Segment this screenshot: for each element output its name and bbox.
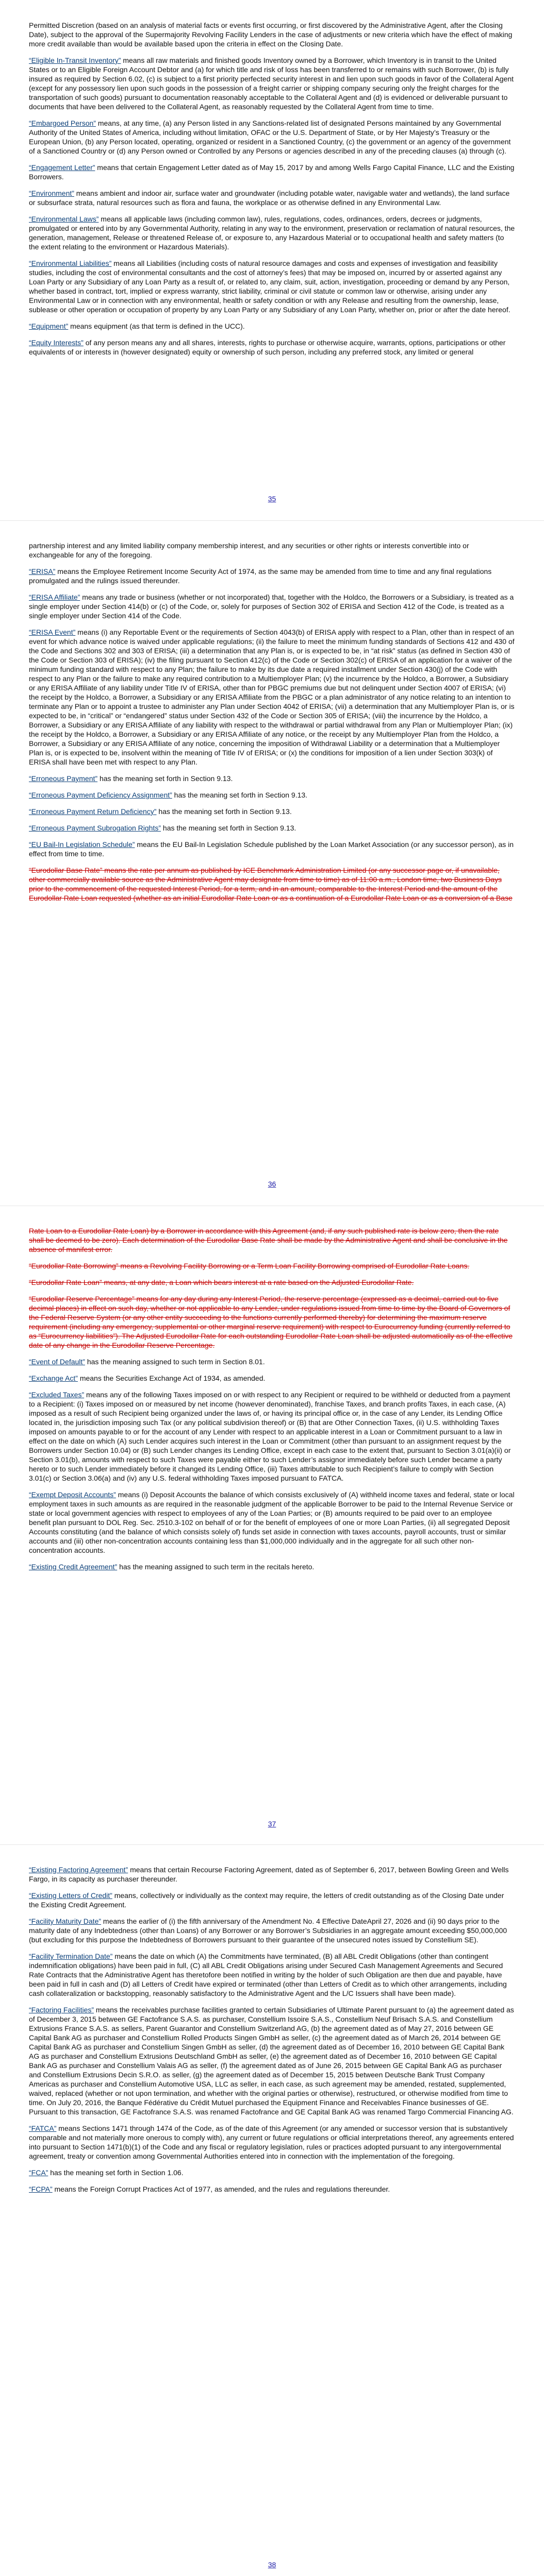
definition-text: Rate Loan to a Eurodollar Rate Loan) by a Borrower in accordance with this Agreement (and, if any such published rate is below zero, then the rate shall be deemed to be zero). Each determination of the Eurodollar Base Rate shall be made by the Administrative Agent and shall be conclusive in the absence of manifest error. <box>29 1227 508 1253</box>
page-38-body <box>29 1865 515 2201</box>
defined-term: “Eurodollar Rate Borrowing” <box>29 1262 119 1270</box>
defined-term: “Erroneous Payment Deficiency Assignment” <box>29 791 172 799</box>
definition-text: means, collectively or individually as the context may require, the letters of credit outstanding as of the Closing Date under the Existing Credit Agreement. <box>29 1891 504 1909</box>
definition-text: means any trade or business (whether or not incorporated) that, together with the Holdco, the Borrowers or a Subsidiary, is treated as a single employer under Section 414(b) or (c) of the Code, or, solely for purposes of Section 302 of ERISA and Section 412 of the Code, is treated as a single employer under Section 414 of the Code. <box>29 593 514 620</box>
definition-paragraph <box>29 1390 515 1483</box>
definition-paragraph <box>29 1357 515 1366</box>
defined-term: “FCA” <box>29 2168 48 2177</box>
definition-paragraph <box>29 259 515 314</box>
definition-text: has the meaning assigned to such term in the recitals hereto. <box>117 1563 315 1571</box>
defined-term: “ERISA Affiliate” <box>29 593 80 601</box>
defined-term: “Existing Credit Agreement” <box>29 1563 118 1571</box>
definition-text: means all raw materials and finished goods Inventory owned by a Borrower, which Inventory is in transit to the United States or to an Eligible Foreign Account Debtor and (a) for which title and risk of loss has been transferred to or remains with such Borrower, (b) is fully insured as required by Section 6.02, (c) is subject to a first priority perfected security interest in and lien upon such goods in favor of the Collateral Agent (except for any possessory lien upon such goods in the possession of a freight carrier or shipping company securing only the freight charges for the transportation of such goods) pursuant to documentation reasonably acceptable to the Collateral Agent and (d) is evidenced or deliverable pursuant to documents that have been delivered to the Collateral Agent, as reasonably requested by the Collateral Agent from time to time. <box>29 56 514 111</box>
page-separator <box>0 520 544 521</box>
defined-term: “Erroneous Payment” <box>29 774 98 783</box>
definition-paragraph <box>29 823 515 833</box>
definition-text: means a Revolving Facility Borrowing or a Term Loan Facility Borrowing comprised of Eurodollar Rate Loans. <box>118 1262 470 1270</box>
definition-text: means (i) Deposit Accounts the balance of which consists exclusively of (A) withheld income taxes and federal, state or local employment taxes in such amounts as are required in the reasonable judgment of the applicable Borrower to be paid to the Internal Revenue Service or state or local government agencies with respect to employees of any of the Loan Parties; or (B) amounts required to be paid over to an employee benefit plan pursuant to DOL Reg. Sec. 2510.3-102 on behalf of or for the benefit of employees of one or more Loan Parties, (ii) all segregated Deposit Accounts constituting (and the balance of which consists solely of) funds set aside in connection with taxes accounts, payroll accounts, trust or similar accounts and (iii) other non-concentration accounts containing less than $1,000,000 individually and in the aggregate for all such other non-concentration accounts. <box>29 1490 515 1554</box>
definition-paragraph <box>29 321 515 331</box>
definition-text: means that certain Engagement Letter dated as of May 15, 2017 by and among Wells Fargo Capital Finance, LLC and the Existing Borrowers. <box>29 163 515 181</box>
defined-term: “Eurodollar Base Rate” <box>29 866 103 874</box>
definition-text: means the rate per annum as published by ICE Benchmark Administration Limited (or any successor page or, if unavailable, other commercially available source as the Administrative Agent may designate from time to time) as of 11:00 a.m., London time, two Business Days prior to the commencement of the requested Interest Period, for a term, and in an amount, comparable to the Interest Period and the amount of the Eurodollar Rate Loan requested (whether as an initial Eurodollar Rate Loan or as a continuation of a Eurodollar Rate Loan or as a conversion of a Base <box>29 866 513 902</box>
defined-term: “Equipment” <box>29 322 69 330</box>
definition-paragraph <box>29 2184 515 2194</box>
definition-text: means all Liabilities (including costs of natural resource damages and costs and expenses of investigation and feasibility studies, including the cost of environmental consultants and the cost of attorney’s fees) that may be imposed on, incurred by or asserted against any Loan Party or any Subsidiary of any Loan Party as a result of, or related to, any claim, suit, action, investigation, proceeding or demand by any Person, whether based in contract, tort, implied or express warranty, strict liability, criminal or civil statute or common law or otherwise, arising under any Environmental Law or in connection with any environmental, health or safety condition or with any Release and resulting from the ownership, lease, sublease or other operation or occupation of property by any Loan Party or any Subsidiary of any Loan Party, whether on, prior or after the date hereof. <box>29 259 510 314</box>
definition-paragraph <box>29 790 515 800</box>
definition-paragraph <box>29 592 515 620</box>
definition-text: means, at any date, a Loan which bears interest at a rate based on the Adjusted Eurodollar Rate. <box>102 1278 414 1286</box>
definition-text: means all applicable laws (including common law), rules, regulations, codes, ordinances, orders, decrees or judgments, promulgated or entered into by any Governmental Authority, relating in any way to the environment, preservation or reclamation of natural resources, the generation, management, Release or threatened Release of, or exposure to, any Hazardous Material or to occupational health and safety matters (to the extent relating to the environment or Hazardous Materials). <box>29 215 515 251</box>
page-35 <box>0 0 544 520</box>
definition-text: has the meaning set forth in Section 9.13. <box>172 791 308 799</box>
definition-paragraph <box>29 338 515 357</box>
defined-term: “Existing Letters of Credit” <box>29 1891 112 1900</box>
definition-text: means any of the following Taxes imposed on or with respect to any Recipient or required to be withheld or deducted from a payment to a Recipient: (i) Taxes imposed on or measured by net income (however denominated), franchise Taxes, and branch profits Taxes, in each case, (A) imposed as a result of such Recipient being organized under the laws of, or having its principal office or, in the case of any Lender, its Lending Office located in, the jurisdiction imposing such Tax (or any political subdivision thereof) or (B) that are Other Connection Taxes, (ii) U.S. withholding Taxes imposed on amounts payable to or for the account of any Lender with respect to an applicable interest in a Loan or Commitment pursuant to a law in effect on the date on which (A) such Lender acquires such interest in the Loan or Commitment (other than pursuant to an assignment request by the Borrowers under Section 10.04) or (B) such Lender changes its Lending Office, except in each case to the extent that, pursuant to Section 3.01(a)(ii) or Section 3.01(b), amounts with respect to such Taxes were payable either to such Lender’s assignor immediately before such Lender became a party hereto or to such Lender immediately before it changed its Lending Office, (iii) Taxes attributable to such Recipient’s failure to comply with Section 3.01(c) or Section 3.06(a) and (iv) any U.S. federal withholding Taxes imposed pursuant to FATCA. <box>29 1391 511 1482</box>
defined-term: “FCPA” <box>29 2185 53 2193</box>
page-number: 36 <box>268 1180 276 1188</box>
continuation-paragraph <box>29 21 515 48</box>
defined-term: “Environment” <box>29 189 74 197</box>
page-37 <box>0 1206 544 1844</box>
defined-term: “Environmental Liabilities” <box>29 259 112 267</box>
page-number: 37 <box>268 1820 276 1828</box>
definition-text: means Sections 1471 through 1474 of the Code, as of the date of this Agreement (or any amended or successor version that is substantively comparable and not materially more onerous to comply with), any current or future regulations or official interpretations thereof, any agreements entered into pursuant to Section 1471(b)(1) of the Code and any fiscal or regulatory legislation, rules or practices adopted pursuant to any intergovernmental agreement, treaty or convention among Governmental Authorities entered into in connection with the implementation of the foregoing. <box>29 2124 514 2160</box>
definition-paragraph <box>29 189 515 207</box>
page-36 <box>0 520 544 1206</box>
definition-paragraph <box>29 1952 515 1998</box>
definition-text: means the EU Bail-In Legislation Schedule published by the Loan Market Association (or any successor person), as in effect from time to time. <box>29 840 514 858</box>
definition-text: means the earlier of (i) the fifth anniversary of the Amendment No. 4 Effective DateApril 27, 2026 and (ii) 90 days prior to the maturity date of any Indebtedness (other than Loans) of any Borrower or any Borrower’s Subsidiaries in an aggregate amount exceeding $50,000,000 (but excluding for this purpose the Indebtedness of Borrowers pursuant to their guarantee of the unsecured notes issued by Constellium SE). <box>29 1917 507 1944</box>
definition-paragraph <box>29 774 515 783</box>
defined-term: “FATCA” <box>29 2124 57 2132</box>
definition-paragraph <box>29 1562 515 1571</box>
defined-term: “Eurodollar Rate Loan” <box>29 1278 102 1286</box>
defined-term: “Engagement Letter” <box>29 163 95 172</box>
defined-term: “Facility Maturity Date” <box>29 1917 102 1925</box>
definition-paragraph <box>29 1261 515 1270</box>
definition-paragraph <box>29 1294 515 1350</box>
definition-paragraph <box>29 2124 515 2161</box>
defined-term: “Event of Default” <box>29 1358 85 1366</box>
defined-term: “Factoring Facilities” <box>29 2006 94 2014</box>
definition-text: of any person means any and all shares, interests, rights to purchase or otherwise acquire, warrants, options, participations or other equivalents of or interests in (however designated) equity or ownership of such person, including any preferred stock, any limited or general <box>29 338 506 356</box>
defined-term: “Exempt Deposit Accounts” <box>29 1490 116 1499</box>
definition-paragraph <box>29 214 515 251</box>
definition-text: has the meaning set forth in Section 1.06. <box>48 2168 184 2177</box>
definition-paragraph <box>29 1490 515 1555</box>
page-number: 38 <box>268 2561 276 2569</box>
definition-paragraph <box>29 1917 515 1944</box>
defined-term: “Erroneous Payment Return Deficiency” <box>29 807 157 816</box>
definition-paragraph <box>29 807 515 816</box>
definition-paragraph <box>29 163 515 181</box>
defined-term: “Erroneous Payment Subrogation Rights” <box>29 824 161 832</box>
definition-text: means that certain Recourse Factoring Agreement, dated as of September 6, 2017, between Bowling Green and Wells Fargo, in its capacity as purchaser thereunder. <box>29 1866 509 1883</box>
definition-paragraph <box>29 1278 515 1287</box>
defined-term: “ERISA” <box>29 567 56 575</box>
defined-term: “Eurodollar Reserve Percentage” <box>29 1295 135 1303</box>
definition-paragraph <box>29 118 515 156</box>
defined-term: “Embargoed Person” <box>29 119 96 127</box>
definition-text: means for any day during any Interest Period, the reserve percentage (expressed as a decimal, carried out to five decimal places) in effect on such day, whether or not applicable to any Lender, under regulations issued from time to time by the Board of Governors of the Federal Reserve System (or any other entity succeeding to the functions currently performed thereby) for determining the maximum reserve requirement (including any emergency, supplemental or other marginal reserve requirement) with respect to Eurocurrency funding (currently referred to as “Eurocurrency liabilities”). The Adjusted Eurodollar Rate for each outstanding Eurodollar Rate Loan shall be adjusted automatically as of the effective date of any change in the Eurodollar Reserve Percentage. <box>29 1295 513 1349</box>
definition-paragraph <box>29 1891 515 1909</box>
definition-text: means equipment (as that term is defined in the UCC). <box>68 322 245 330</box>
defined-term: “Eligible In-Transit Inventory” <box>29 56 121 64</box>
definition-text: means the Foreign Corrupt Practices Act of 1977, as amended, and the rules and regulations thereunder. <box>52 2185 390 2193</box>
definition-text: has the meaning set forth in Section 9.13. <box>97 774 233 783</box>
definition-text: Permitted Discretion (based on an analysis of material facts or events first occurring, or first discovered by the Administrative Agent, after the Closing Date), subject to the approval of the Supermajority Revolving Facility Lenders in the case of adjustments or new criteria which have the effect of making more credit available than would be available based upon the criteria in effect on the Closing Date. <box>29 21 513 48</box>
definition-text: has the meaning set forth in Section 9.13. <box>156 807 292 816</box>
definition-paragraph <box>29 56 515 111</box>
page-37-body <box>29 1226 515 1579</box>
page-35-body <box>29 21 515 364</box>
defined-term: “Facility Termination Date” <box>29 1952 113 1960</box>
continuation-paragraph <box>29 541 515 560</box>
page-38 <box>0 1844 544 2576</box>
definition-text: means the Securities Exchange Act of 1934, as amended. <box>77 1374 266 1382</box>
page-number: 35 <box>268 495 276 503</box>
defined-term: “ERISA Event” <box>29 628 76 636</box>
definition-text: partnership interest and any limited liability company membership interest, and any securities or other rights or interests convertible into or exchangeable for any of the foregoing. <box>29 541 469 559</box>
definition-text: means ambient and indoor air, surface water and groundwater (including potable water, navigable water and wetlands), the land surface or subsurface strata, natural resources such as flora and fauna, the workplace or as otherwise defined in any Environmental Law. <box>29 189 510 207</box>
definition-paragraph <box>29 840 515 858</box>
definition-text: means, at any time, (a) any Person listed in any Sanctions-related list of designated Persons maintained by any Governmental Authority of the United States of America, including without limitation, OFAC or the U.S. Department of State, or by Her Majesty’s Treasury or the European Union, (b) any Person located, operating, organized or resident in a Sanctioned Country, (c) the government or an agency of the government of a Sanctioned Country or (d) any Person owned or Controlled by any Persons or agencies described in any of the preceding clauses (a) through (c). <box>29 119 511 155</box>
continuation-paragraph <box>29 1226 515 1254</box>
definition-text: means the date on which (A) the Commitments have terminated, (B) all ABL Credit Obligations (other than contingent indemnification obligations) have been paid in full, (C) all ABL Credit Obligations arising under Secured Cash Management Agreements and Secured Rate Contracts that the Administrative Agent has theretofore been notified in writing by the holder of such Obligation are then due and payable, have been paid in full in cash and (D) all Letters of Credit have expired or terminated (other than Letters of Credit as to which other arrangements, including cash collateralization or backstopping, reasonably satisfactory to the Administrative Agent and the L/C Issuers shall have been made). <box>29 1952 507 1997</box>
definition-paragraph <box>29 1865 515 1884</box>
definition-paragraph <box>29 2005 515 2116</box>
definition-paragraph <box>29 2168 515 2177</box>
defined-term: “Exchange Act” <box>29 1374 78 1382</box>
defined-term: “EU Bail-In Legislation Schedule” <box>29 840 135 849</box>
page-36-body <box>29 541 515 910</box>
defined-term: “Excluded Taxes” <box>29 1391 85 1399</box>
definition-paragraph <box>29 866 515 903</box>
definition-text: has the meaning set forth in Section 9.13. <box>161 824 296 832</box>
defined-term: “Existing Factoring Agreement” <box>29 1866 128 1874</box>
definition-paragraph <box>29 628 515 767</box>
definition-paragraph <box>29 567 515 585</box>
definition-text: means the receivables purchase facilities granted to certain Subsidiaries of Ultimate Parent pursuant to (a) the agreement dated as of December 3, 2015 between GE Factofrance S.A.S. as purchaser, Constellium Issoire S.A.S., Constellium Neuf Brisach S.A.S. and Constellium Extrusions France S.A.S. as sellers, Parent Guarantor and Constellium Switzerland AG, (b) the agreement dated as of May 27, 2016 between GE Capital Bank AG as purchaser and Constellium Rolled Products Singen GmbH as seller, (c) the agreement dated as of March 26, 2014 between GE Capital Bank AG as purchaser and Constellium Singen GmbH as seller, (d) the agreement dated as of December 16, 2010 between GE Capital Bank AG as purchaser and Constellium Extrusions Deutschland GmbH as seller, (e) the agreement dated as of December 16, 2010 between GE Capital Bank AG as purchaser and Constellium Valais AG as seller, (f) the agreement dated as of June 26, 2015 between GE Capital Bank AG as purchaser and Constellium Extrusions Decin S.R.O. as seller, (g) the agreement dated as of December 15, 2015 between Deutsche Bank Trust Company Americas as purchaser and Constellium Automotive USA, LLC as seller, in each case, as such agreement may be amended, restated, supplemented, waived, replaced (whether or not upon termination, and whether with the original parties or otherwise), restructured, or otherwise modified from time to time. On July 20, 2016, the Banque Fédérative du Crédit Mutuel purchased the Equipment Finance and Receivables Finance businesses of GE. Pursuant to this transaction, GE Factofrance S.A.S. was renamed Factofrance and GE Capital Bank AG was renamed Targo Commercial Financing AG. <box>29 2006 514 2116</box>
definition-text: has the meaning assigned to such term in Section 8.01. <box>85 1358 265 1366</box>
definition-paragraph <box>29 1374 515 1383</box>
definition-text: means the Employee Retirement Income Security Act of 1974, as the same may be amended from time to time and any final regulations promulgated and the rulings issued thereunder. <box>29 567 492 585</box>
definition-text: means (i) any Reportable Event or the requirements of Section 4043(b) of ERISA apply with respect to a Plan, other than in respect of an event for which advance notice is waived under applicable regulations; (ii) the failure to meet the minimum funding standards of Sections 412 and 430 of the Code and Sections 302 and 303 of ERISA; (iii) a determination that any Plan is, or is expected to be, in “at risk” status (as defined in Section 430 of the Code or Section 303 of ERISA); (iv) the filing pursuant to Section 412(c) of the Code or Section 302(c) of ERISA of an application for a waiver of the minimum funding standard with respect to any Plan; the failure to make by its due date a required installment under Section 430(j) of the Code with respect to any Plan or the failure to make any required contribution to a Multiemployer Plan; (v) the incurrence by the Holdco, a Borrower, a Subsidiary or any ERISA Affiliate of any liability under Title IV of ERISA, other than for PBGC premiums due but not delinquent under Section 4007 of ERISA; (vi) the receipt by the Holdco, a Borrower, a Subsidiary or any ERISA Affiliate from the PBGC or a plan administrator of any notice relating to an intention to terminate any Plan or to appoint a trustee to administer any Plan under Section 4042 of ERISA; (vii) a determination that any Multiemployer Plan is, or is expected to be, in “critical” or “endangered” status under Section 432 of the Code or Section 305 of ERISA; (viii) the incurrence by the Holdco, a Borrower, a Subsidiary or any ERISA Affiliate of any liability with respect to the withdrawal or partial withdrawal from any Plan or Multiemployer Plan; (ix) the receipt by the Holdco, a Borrower, a Subsidiary or any ERISA Affiliate of any notice, or the receipt by any Multiemployer Plan from the Holdco, a Borrower, a Subsidiary or any ERISA Affiliate of any notice, concerning the imposition of Withdrawal Liability or a determination that a Multiemployer Plan is, or is expected to be, insolvent within the meaning of Title IV of ERISA; or (x) the conditions for imposition of a lien under Section 303(k) of ERISA shall have been met with respect to any Plan. <box>29 628 515 766</box>
page-separator <box>0 1844 544 1845</box>
defined-term: “Environmental Laws” <box>29 215 99 223</box>
defined-term: “Equity Interests” <box>29 338 84 347</box>
